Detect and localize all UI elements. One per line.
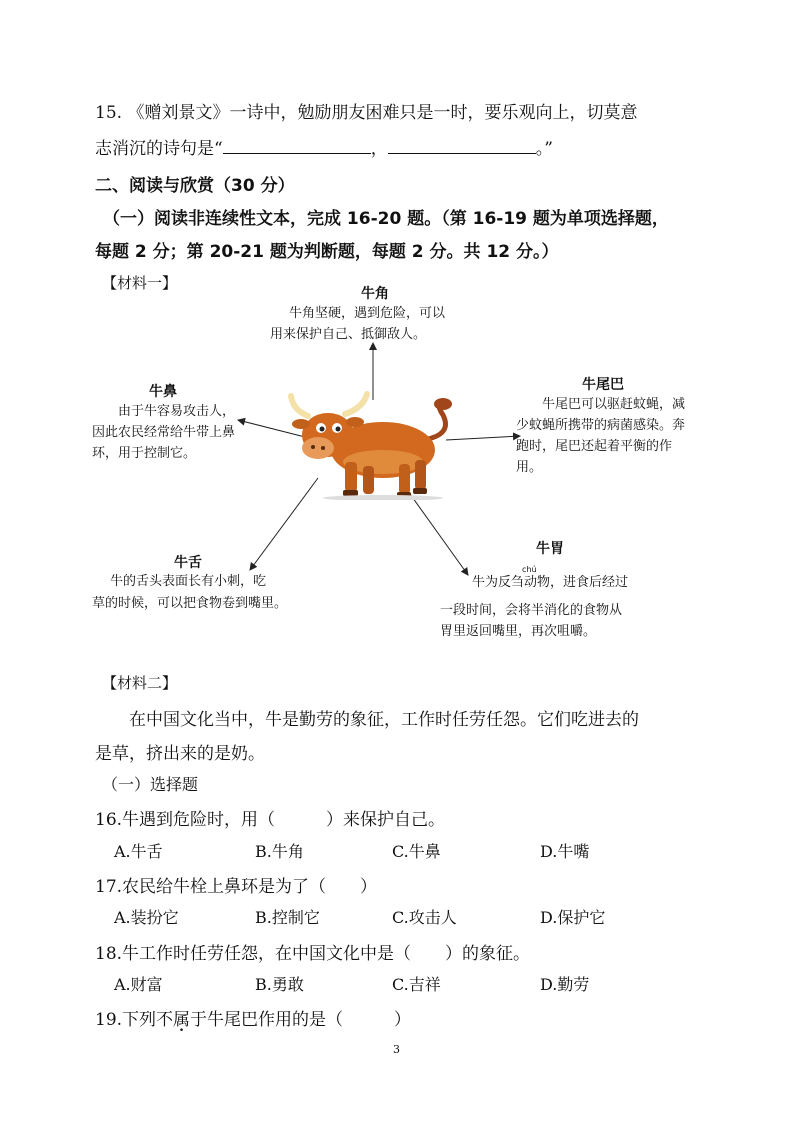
q18-option-a[interactable]: A.财富 bbox=[114, 975, 163, 994]
diagram-horn-title: 牛角 bbox=[361, 286, 389, 302]
q17-option-a[interactable]: A.装扮它 bbox=[114, 908, 179, 927]
diagram-stomach-title: 牛胃 bbox=[536, 541, 564, 557]
diagram-horn-line2: 用来保护自己、抵御敌人。 bbox=[270, 327, 427, 342]
section2-title: 二、阅读与欣赏（30 分） bbox=[95, 176, 295, 196]
q16-option-b[interactable]: B.牛角 bbox=[255, 842, 304, 861]
q16-option-d[interactable]: D.牛嘴 bbox=[540, 842, 590, 861]
q19-suffix: 牛尾巴作用的是（ ） bbox=[207, 1010, 412, 1030]
q19-emphasis: 不属于 bbox=[156, 1010, 208, 1030]
q16-stem: 16.牛遇到危险时，用（ ）来保护自己。 bbox=[95, 810, 446, 830]
q18-option-c[interactable]: C.吉祥 bbox=[392, 975, 441, 994]
diagram-tail-text: 牛尾巴可以驱赶蚊蝇，减少蚊蝇所携带的病菌感染。奔跑时，尾巴还起着平衡的作用。 bbox=[516, 397, 686, 475]
diagram-tongue-line2: 草的时候，可以把食物卷到嘴里。 bbox=[92, 596, 288, 611]
q18-option-b[interactable]: B.勇敢 bbox=[255, 975, 304, 994]
diagram-tongue-line1: 牛的舌头表面长有小刺，吃 bbox=[110, 574, 267, 589]
q16-option-a[interactable]: A.牛舌 bbox=[114, 842, 163, 861]
diagram-stomach-line1: 牛为反刍动物，进食后经过 bbox=[472, 575, 629, 590]
diagram-stomach-pinyin: chú bbox=[522, 565, 537, 574]
q17-stem: 17.农民给牛栓上鼻环是为了（ ） bbox=[95, 877, 378, 897]
diagram-stomach-line3: 胃里返回嘴里，再次咀嚼。 bbox=[440, 624, 597, 639]
q17-option-d[interactable]: D.保护它 bbox=[540, 908, 606, 927]
diagram-stomach-line2: 一段时间，会将半消化的食物从 bbox=[440, 603, 623, 618]
diagram-nose-title: 牛鼻 bbox=[149, 384, 177, 400]
q15-suffix: 。” bbox=[535, 139, 553, 159]
q18-option-d[interactable]: D.勤劳 bbox=[540, 975, 590, 994]
q17-option-c[interactable]: C.攻击人 bbox=[392, 908, 457, 927]
part1-instructions-line2: 每题 2 分；第 20-21 题为判断题，每题 2 分。共 12 分。） bbox=[95, 242, 559, 262]
material1-label: 【材料一】 bbox=[102, 274, 178, 292]
q15-prefix: 志消沉的诗句是“ bbox=[95, 139, 223, 159]
diagram-nose-text: 由于牛容易攻击人，因此农民经常给牛带上鼻环，用于控制它。 bbox=[92, 404, 236, 461]
page-number: 3 bbox=[393, 1043, 400, 1056]
material2-line1: 在中国文化当中，牛是勤劳的象征，工作时任劳任怨。它们吃进去的 bbox=[129, 710, 639, 730]
q19-stem bbox=[95, 1005, 411, 1030]
q15-comma: ， bbox=[370, 139, 388, 159]
q18-stem: 18.牛工作时任劳任怨，在中国文化中是（ ）的象征。 bbox=[95, 944, 531, 964]
diagram-tongue-title: 牛舌 bbox=[174, 555, 202, 571]
part1-instructions-line1: （一）阅读非连续性文本，完成 16-20 题。（第 16-19 题为单项选择题， bbox=[103, 209, 669, 229]
material2-label: 【材料二】 bbox=[102, 674, 178, 692]
ox-icon bbox=[283, 390, 463, 500]
choice-heading: （一）选择题 bbox=[102, 775, 199, 794]
q17-option-b[interactable]: B.控制它 bbox=[255, 908, 320, 927]
q15-line1: 15. 《赠刘景文》一诗中，勉励朋友困难只是一时，要乐观向上，切莫意 bbox=[95, 103, 638, 123]
material2-line2: 是草，挤出来的是奶。 bbox=[95, 744, 265, 764]
q16-option-c[interactable]: C.牛鼻 bbox=[392, 842, 441, 861]
diagram-tail-title: 牛尾巴 bbox=[582, 377, 624, 393]
diagram-horn-line1: 牛角坚硬，遇到危险，可以 bbox=[289, 306, 446, 321]
q19-prefix: 19.下列 bbox=[95, 1010, 157, 1030]
